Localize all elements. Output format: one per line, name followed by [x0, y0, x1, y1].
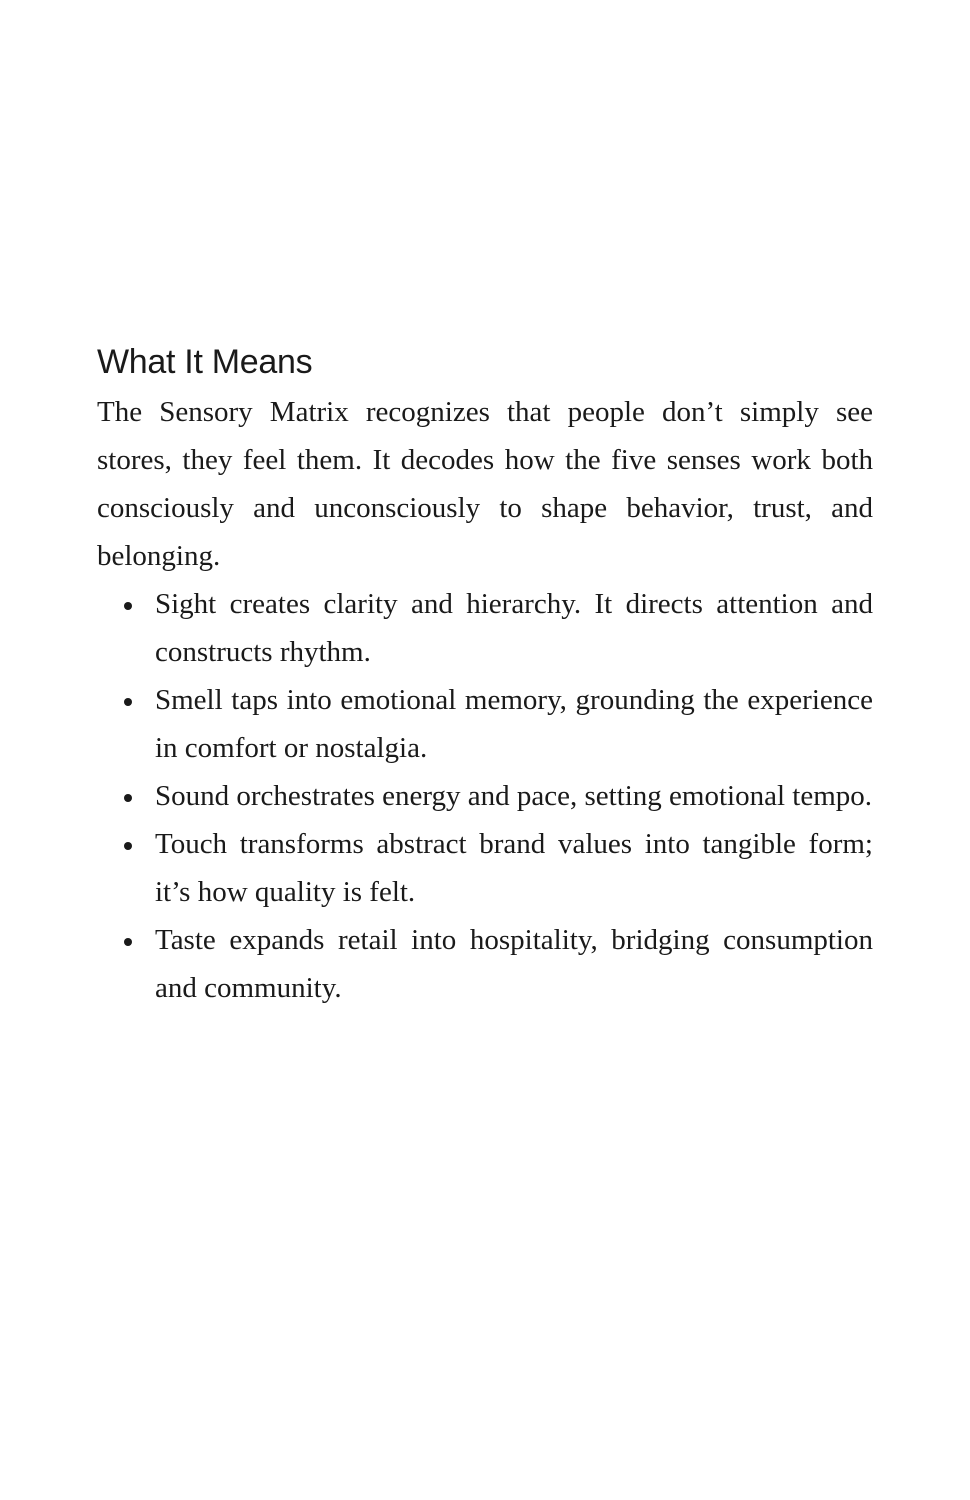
bullet-dot-icon — [124, 938, 132, 946]
list-item-text: Sight creates clarity and hierarchy. It directs attention and constructs rhythm. — [155, 588, 873, 668]
page-content — [97, 336, 873, 1012]
intro-paragraph: The Sensory Matrix recognizes that people don’t simply see stores, they feel them. It decodes how the five senses work both consciously and unconsciously to shape behavior, trust, and belonging. — [97, 396, 873, 572]
list-item-sight — [155, 580, 873, 676]
bullet-dot-icon — [124, 794, 132, 802]
list-item-smell — [155, 676, 873, 772]
list-item-touch — [155, 820, 873, 916]
section-heading: What It Means — [97, 343, 313, 381]
bullet-dot-icon — [124, 842, 132, 850]
list-item-text: Touch transforms abstract brand values into tangible form; it’s how quality is felt. — [155, 828, 873, 908]
list-item-sound — [155, 772, 873, 820]
bullet-dot-icon — [124, 602, 132, 610]
list-item-text: Smell taps into emotional memory, grounding the experience in comfort or nostalgia. — [155, 684, 873, 764]
bullet-dot-icon — [124, 698, 132, 706]
list-item-text: Sound orchestrates energy and pace, setting emotional tempo. — [155, 780, 873, 812]
senses-list — [97, 580, 873, 1012]
list-item-text: Taste expands retail into hospitality, bridging consumption and community. — [155, 924, 873, 1004]
list-item-taste — [155, 916, 873, 1012]
